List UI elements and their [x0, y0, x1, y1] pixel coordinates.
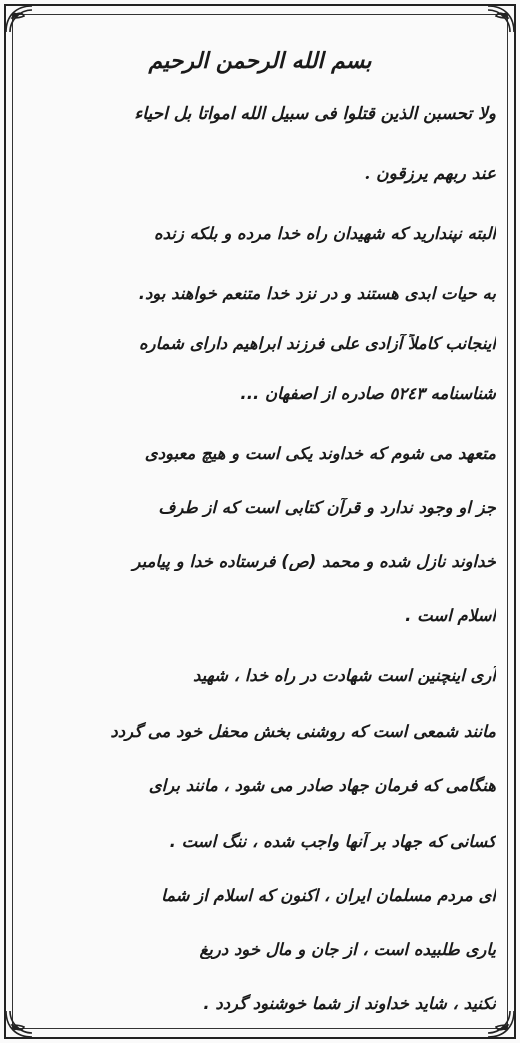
- text-line: البته نپندارید که شهیدان راه خدا مرده و بلکه زنده: [153, 224, 496, 243]
- text-line: یاری طلبیده است ، از جان و مال خود دریغ: [199, 940, 496, 959]
- document-body: [24, 40, 496, 1013]
- corner-ornament-icon: [484, 2, 518, 36]
- text-line: کسانی که جهاد بر آنها واجب شده ، ننگ است .: [169, 832, 496, 851]
- text-line: هنگامی که فرمان جهاد صادر می شود ، مانند برای: [148, 776, 496, 795]
- text-line: ای مردم مسلمان ایران ، اکنون که اسلام از شما: [161, 886, 496, 905]
- verse-line: عند ربهم یرزقون .: [364, 164, 496, 184]
- corner-ornament-icon: [2, 2, 36, 36]
- text-line: مانند شمعی است که روشنی بخش محفل خود می گردد: [110, 722, 496, 741]
- text-line: جز او وجود ندارد و قرآن کتابی است که از طرف: [158, 498, 496, 517]
- text-line: خداوند نازل شده و محمد (ص) فرستاده خدا و پیامبر: [132, 552, 496, 571]
- verse-line: ولا تحسبن الذین قتلوا فی سبیل الله امواتا بل احیاء: [134, 104, 496, 124]
- text-line: به حیات ابدی هستند و در نزد خدا متنعم خواهند بود.: [138, 284, 496, 303]
- text-line: اسلام است .: [405, 606, 496, 625]
- text-line: اینجانب کاملاً آزادی علی فرزند ابراهیم دارای شماره: [138, 334, 496, 353]
- text-line: متعهد می شوم که خداوند یکی است و هیچ معبودی: [144, 444, 496, 463]
- text-line: آری اینچنین است شهادت در راه خدا ، شهید: [192, 666, 496, 685]
- text-line: شناسنامه ٥٢٤٣ صادره از اصفهان ...: [240, 384, 496, 403]
- basmala-heading: بسم الله الرحمن الرحیم: [148, 48, 372, 74]
- text-line: نکنید ، شاید خداوند از شما خوشنود گردد .: [203, 994, 496, 1013]
